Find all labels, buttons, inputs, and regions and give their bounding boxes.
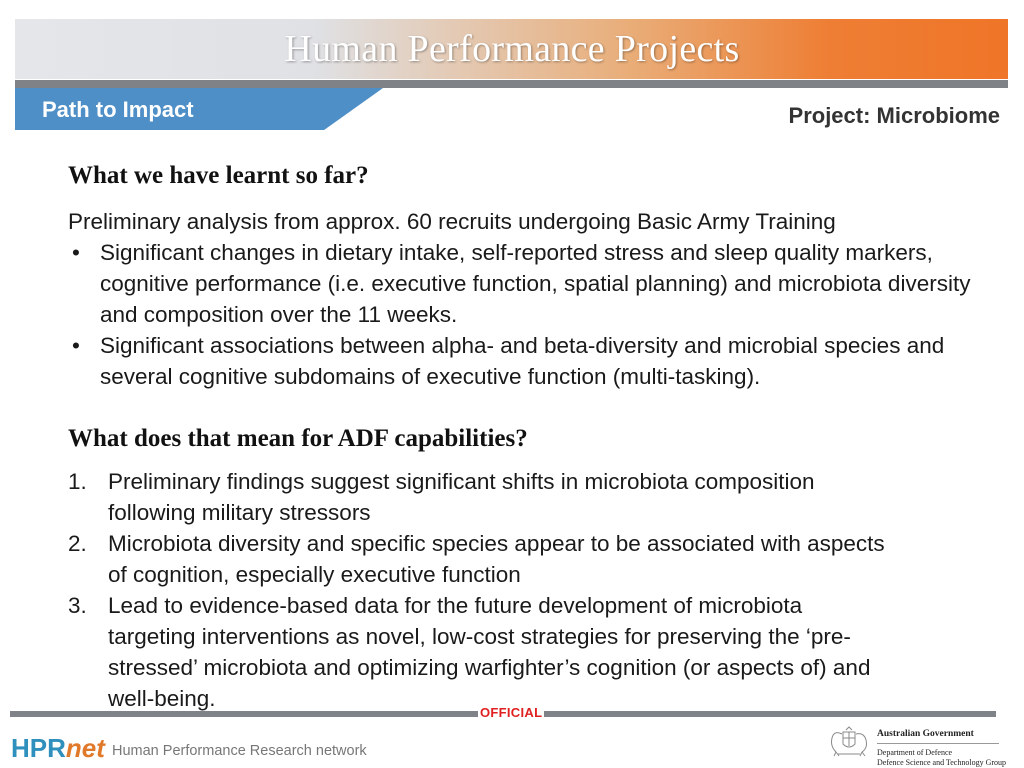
network-name: Human Performance Research network [112, 743, 367, 759]
item-number: 3. [68, 593, 87, 618]
bullet-text: Significant changes in dietary intake, self-reported stress and sleep quality markers, cognitive performance (i.e. executive function, spatial planning) and microbiota diversity and composition over the 11 weeks. [100, 240, 971, 327]
gov-title: Australian Government [877, 729, 974, 739]
coat-of-arms-icon [826, 726, 872, 758]
hprnet-logo [11, 733, 105, 764]
slide-title: Human Performance Projects [284, 28, 740, 70]
implications-list [68, 466, 888, 714]
list-item [68, 528, 888, 590]
group-name: Defence Science and Technology Group [877, 758, 1007, 767]
item-text: Microbiota diversity and specific species appear to be associated with aspects of cognition, especially executive function [108, 531, 885, 587]
list-item [68, 237, 983, 330]
bullet-marker: • [72, 333, 80, 358]
item-text: Lead to evidence-based data for the future development of microbiota targeting interventions as novel, low-cost strategies for preserving the ‘pre-stressed’ microbiota and optimizing warfighter’s cognition (or aspects of) and well-being. [108, 593, 871, 711]
list-item [68, 330, 983, 392]
bullet-marker: • [72, 240, 80, 265]
tab-label: Path to Impact [42, 97, 194, 122]
item-text: Preliminary findings suggest significant shifts in microbiota composition following military stressors [108, 469, 815, 525]
gov-divider [877, 743, 999, 744]
item-number: 2. [68, 531, 87, 556]
findings-list [68, 237, 983, 392]
intro-paragraph: Preliminary analysis from approx. 60 recruits undergoing Basic Army Training [68, 209, 836, 234]
classification-label: OFFICIAL [480, 705, 543, 720]
item-number: 1. [68, 469, 87, 494]
project-label: Project: Microbiome [788, 103, 1000, 128]
heading-learnt: What we have learnt so far? [68, 162, 369, 189]
bullet-text: Significant associations between alpha- and beta-diversity and microbial species and several cognitive subdomains of executive function (multi-tasking). [100, 333, 945, 389]
government-branding [877, 729, 1006, 768]
header-divider [15, 80, 1008, 88]
list-item [68, 466, 888, 528]
list-item [68, 590, 888, 714]
logo-net-text: net [65, 733, 105, 763]
heading-adf-capabilities: What does that mean for ADF capabilities? [68, 425, 528, 452]
logo-hpr-text: HPR [11, 733, 66, 763]
dept-name: Department of Defence [877, 748, 953, 757]
